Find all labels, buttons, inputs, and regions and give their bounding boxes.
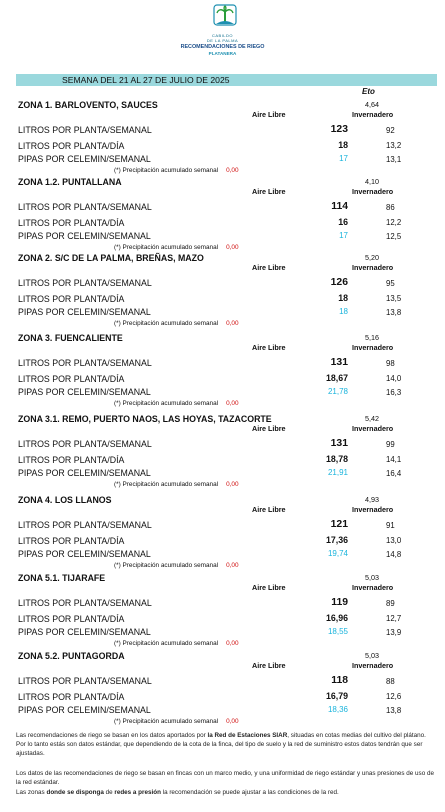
inv-semanal-value: 92	[386, 126, 395, 135]
precip-value: 0,00	[226, 244, 239, 251]
eto-value: 5,03	[365, 573, 379, 582]
col-aire-libre: Aire Libre	[252, 424, 286, 433]
precip-value: 0,00	[226, 640, 239, 647]
inv-pipas-value: 12,5	[386, 232, 402, 241]
row-label-semanal: LITROS POR PLANTA/SEMANAL	[18, 439, 152, 449]
inv-dia-value: 12,7	[386, 614, 402, 623]
precip-row	[114, 244, 239, 251]
note-paragraph-1	[16, 731, 436, 758]
inv-dia-value: 12,6	[386, 692, 402, 701]
col-aire-libre: Aire Libre	[252, 343, 286, 352]
row-label-semanal: LITROS POR PLANTA/SEMANAL	[18, 202, 152, 212]
note-paragraph-2: Los datos de las recomendaciones de riego se basan en fincas con un marco medio, y una uniformidad de riego estándar y unas presiones de uso de la red estándar.	[16, 770, 434, 786]
row-label-dia: LITROS POR PLANTA/DÍA	[18, 536, 125, 546]
aire-pipas-value: 21,91	[327, 468, 348, 477]
note-bold: donde se disponga	[46, 789, 104, 796]
row-label-dia: LITROS POR PLANTA/DÍA	[18, 374, 125, 384]
col-aire-libre: Aire Libre	[252, 110, 286, 119]
col-aire-libre: Aire Libre	[252, 583, 286, 592]
precip-label: (*) Precipitación acumulado semanal	[114, 320, 219, 327]
inv-pipas-value: 13,8	[386, 706, 402, 715]
precip-value: 0,00	[226, 320, 239, 327]
col-aire-libre: Aire Libre	[252, 187, 286, 196]
row-label-semanal: LITROS POR PLANTA/SEMANAL	[18, 278, 152, 288]
eto-value: 4,10	[365, 177, 379, 186]
aire-semanal-value: 114	[331, 201, 348, 212]
row-label-pipas: PIPAS POR CELEMIN/SEMANAL	[18, 307, 151, 317]
row-label-pipas: PIPAS POR CELEMIN/SEMANAL	[18, 154, 151, 164]
org-line1: CABILDO	[211, 33, 234, 38]
zone-block	[0, 414, 445, 494]
row-label-dia: LITROS POR PLANTA/DÍA	[18, 614, 125, 624]
aire-pipas-value: 19,74	[327, 549, 348, 558]
zone-block	[0, 495, 445, 575]
precip-label: (*) Precipitación acumulado semanal	[114, 167, 219, 174]
aire-pipas-value: 17	[339, 154, 348, 163]
row-label-semanal: LITROS POR PLANTA/SEMANAL	[18, 358, 152, 368]
document-header	[0, 0, 445, 70]
precip-row	[114, 320, 239, 327]
inv-dia-value: 13,2	[386, 141, 402, 150]
note-text: Las recomendaciones de riego se basan en los datos aportados por	[16, 732, 208, 739]
precip-row	[114, 640, 239, 647]
precip-row	[114, 481, 239, 488]
zone-block	[0, 651, 445, 731]
note-bold: redes a presión	[114, 789, 161, 796]
precip-label: (*) Precipitación acumulado semanal	[114, 400, 219, 407]
aire-dia-value: 18,67	[325, 373, 348, 383]
inv-pipas-value: 16,3	[386, 388, 402, 397]
eto-value: 5,03	[365, 651, 379, 660]
precip-value: 0,00	[226, 481, 239, 488]
precip-row	[114, 562, 239, 569]
row-label-semanal: LITROS POR PLANTA/SEMANAL	[18, 520, 152, 530]
precip-label: (*) Precipitación acumulado semanal	[114, 718, 219, 725]
zone-block	[0, 253, 445, 333]
palm-logo-icon	[213, 4, 237, 32]
col-aire-libre: Aire Libre	[252, 505, 286, 514]
inv-semanal-value: 91	[386, 521, 395, 530]
aire-semanal-value: 118	[331, 675, 348, 686]
inv-dia-value: 14,1	[386, 455, 402, 464]
zone-name: ZONA 1.2. PUNTALLANA	[18, 177, 122, 187]
aire-semanal-value: 121	[330, 519, 348, 530]
zone-name: ZONA 5.1. TIJARAFE	[18, 573, 106, 583]
eto-value: 4,93	[365, 495, 379, 504]
inv-dia-value: 13,5	[386, 294, 402, 303]
row-label-dia: LITROS POR PLANTA/DÍA	[18, 141, 125, 151]
inv-dia-value: 13,0	[386, 536, 402, 545]
aire-pipas-value: 18	[339, 307, 348, 316]
note-text: la recomendación se puede ajustar a las condiciones de la red.	[160, 789, 339, 796]
col-aire-libre: Aire Libre	[252, 263, 286, 272]
note-bold: la Red de Estaciones SIAR	[207, 732, 288, 739]
zone-block	[0, 333, 445, 413]
aire-dia-value: 16,96	[325, 613, 348, 623]
zone-name: ZONA 5.2. PUNTAGORDA	[18, 651, 125, 661]
aire-dia-value: 17,36	[325, 535, 348, 545]
aire-semanal-value: 126	[330, 277, 348, 288]
doc-subtitle: PLATANERA	[208, 51, 237, 56]
aire-dia-value: 16,79	[325, 691, 348, 701]
inv-pipas-value: 16,4	[386, 469, 402, 478]
aire-dia-value: 16	[338, 217, 348, 227]
zone-block	[0, 100, 445, 180]
inv-semanal-value: 88	[386, 677, 395, 686]
precip-label: (*) Precipitación acumulado semanal	[114, 244, 219, 251]
inv-semanal-value: 98	[386, 359, 395, 368]
aire-dia-value: 18	[338, 293, 348, 303]
col-invernadero: Invernadero	[352, 263, 394, 272]
row-label-dia: LITROS POR PLANTA/DÍA	[18, 692, 125, 702]
precip-label: (*) Precipitación acumulado semanal	[114, 562, 219, 569]
row-label-semanal: LITROS POR PLANTA/SEMANAL	[18, 598, 152, 608]
precip-label: (*) Precipitación acumulado semanal	[114, 481, 219, 488]
row-label-dia: LITROS POR PLANTA/DÍA	[18, 218, 125, 228]
row-label-dia: LITROS POR PLANTA/DÍA	[18, 455, 125, 465]
zone-block	[0, 573, 445, 653]
aire-dia-value: 18,78	[325, 454, 348, 464]
inv-pipas-value: 13,8	[386, 308, 402, 317]
inv-semanal-value: 95	[386, 279, 395, 288]
precip-value: 0,00	[226, 167, 239, 174]
inv-pipas-value: 13,1	[386, 155, 402, 164]
aire-pipas-value: 21,78	[327, 387, 348, 396]
precip-label: (*) Precipitación acumulado semanal	[114, 640, 219, 647]
zone-name: ZONA 4. LOS LLANOS	[18, 495, 112, 505]
zone-name: ZONA 3.1. REMO, PUERTO NAOS, LAS HOYAS, TAZACORTE	[18, 414, 272, 424]
aire-semanal-value: 119	[331, 597, 348, 608]
precip-value: 0,00	[226, 400, 239, 407]
aire-semanal-value: 123	[330, 124, 348, 135]
row-label-semanal: LITROS POR PLANTA/SEMANAL	[18, 676, 152, 686]
aire-semanal-value: 131	[330, 438, 348, 449]
doc-title: RECOMENDACIONES DE RIEGO	[180, 44, 265, 50]
eto-value: 4,64	[365, 100, 379, 109]
note-text: , situadas en cotas medias del cultivo del plátano. Por lo tanto estás son datos estándar, que dependiendo de la cota de la finca, del tipo de suelo y la red de suministro estos datos tendrán que ser ajustadas.	[16, 732, 426, 757]
note-text: Las zonas	[16, 789, 47, 796]
inv-semanal-value: 99	[386, 440, 395, 449]
precip-row	[114, 718, 239, 725]
inv-pipas-value: 13,9	[386, 628, 402, 637]
aire-pipas-value: 17	[339, 231, 348, 240]
row-label-pipas: PIPAS POR CELEMIN/SEMANAL	[18, 627, 151, 637]
eto-value: 5,20	[365, 253, 379, 262]
row-label-pipas: PIPAS POR CELEMIN/SEMANAL	[18, 468, 151, 478]
aire-pipas-value: 18,36	[327, 705, 348, 714]
col-invernadero: Invernadero	[352, 187, 394, 196]
col-invernadero: Invernadero	[352, 110, 394, 119]
note-text: de	[103, 789, 115, 796]
week-banner: SEMANA DEL 21 AL 27 DE JULIO DE 2025	[16, 74, 437, 86]
zone-name: ZONA 3. FUENCALIENTE	[18, 333, 123, 343]
row-label-pipas: PIPAS POR CELEMIN/SEMANAL	[18, 705, 151, 715]
zone-name: ZONA 1. BARLOVENTO, SAUCES	[18, 100, 158, 110]
row-label-pipas: PIPAS POR CELEMIN/SEMANAL	[18, 387, 151, 397]
inv-pipas-value: 14,8	[386, 550, 402, 559]
eto-header: Eto	[362, 87, 375, 96]
col-invernadero: Invernadero	[352, 424, 394, 433]
aire-semanal-value: 131	[330, 357, 348, 368]
col-aire-libre: Aire Libre	[252, 661, 286, 670]
aire-dia-value: 18	[338, 140, 348, 150]
aire-pipas-value: 18,55	[327, 627, 348, 636]
precip-value: 0,00	[226, 562, 239, 569]
inv-semanal-value: 86	[386, 203, 395, 212]
inv-dia-value: 12,2	[386, 218, 402, 227]
row-label-pipas: PIPAS POR CELEMIN/SEMANAL	[18, 549, 151, 559]
col-invernadero: Invernadero	[352, 661, 394, 670]
eto-value: 5,42	[365, 414, 379, 423]
col-invernadero: Invernadero	[352, 583, 394, 592]
row-label-dia: LITROS POR PLANTA/DÍA	[18, 294, 125, 304]
precip-row	[114, 400, 239, 407]
org-line2: DE LA PALMA	[206, 38, 239, 43]
note-paragraph-3	[16, 788, 436, 797]
eto-value: 5,16	[365, 333, 379, 342]
zone-block	[0, 177, 445, 257]
row-label-pipas: PIPAS POR CELEMIN/SEMANAL	[18, 231, 151, 241]
col-invernadero: Invernadero	[352, 343, 394, 352]
col-invernadero: Invernadero	[352, 505, 394, 514]
inv-semanal-value: 89	[386, 599, 395, 608]
precip-row	[114, 167, 239, 174]
inv-dia-value: 14,0	[386, 374, 402, 383]
row-label-semanal: LITROS POR PLANTA/SEMANAL	[18, 125, 152, 135]
zone-name: ZONA 2. S/C DE LA PALMA, BREÑAS, MAZO	[18, 253, 204, 263]
precip-value: 0,00	[226, 718, 239, 725]
